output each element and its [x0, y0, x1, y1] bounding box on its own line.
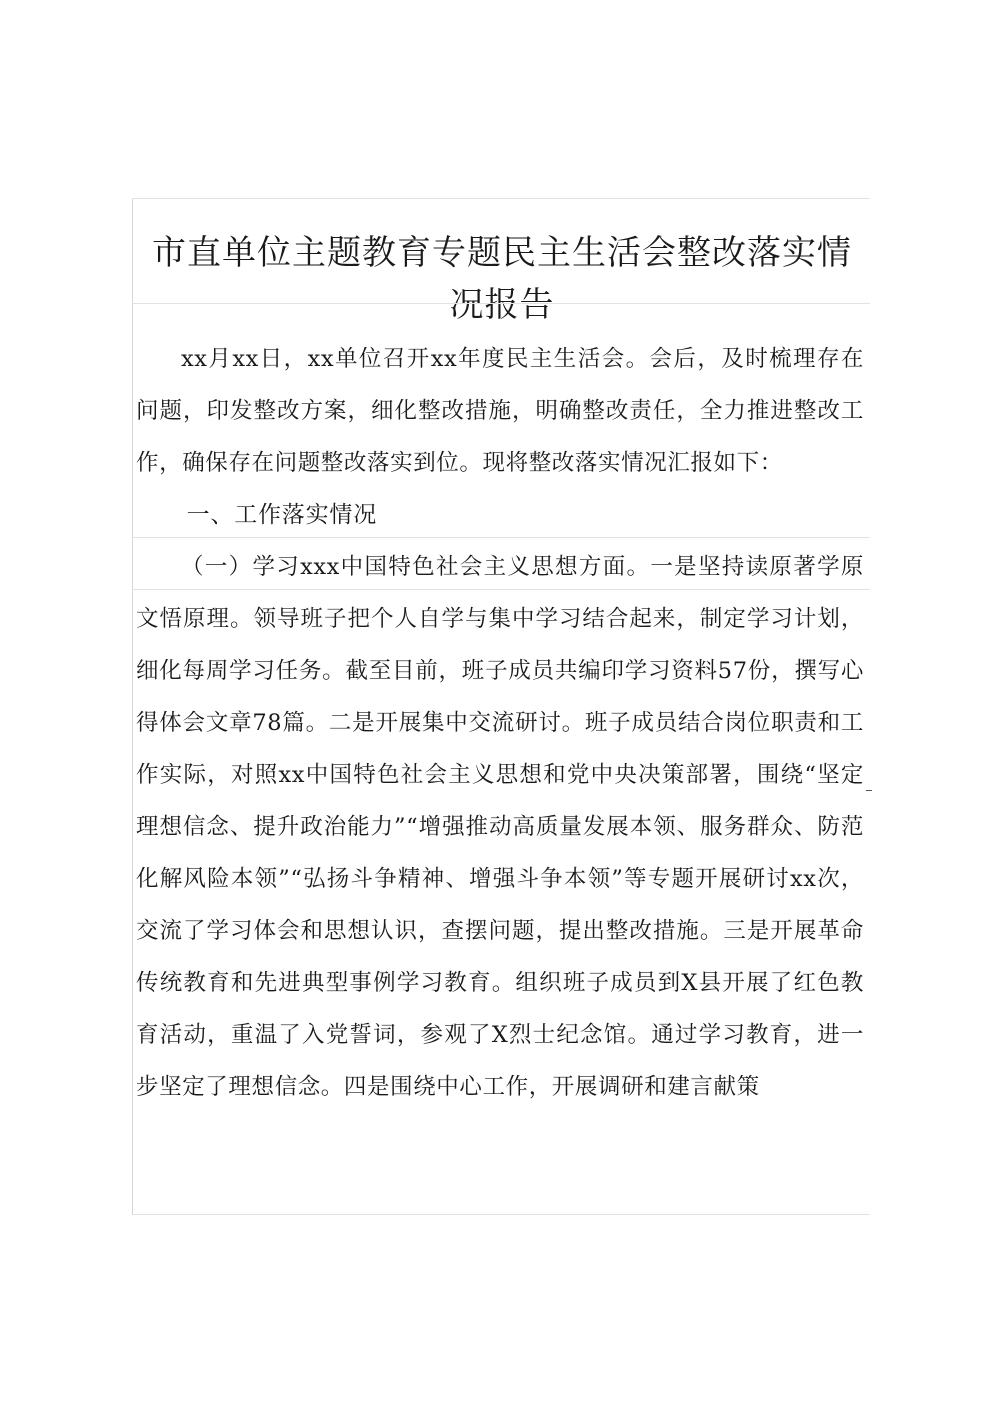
page-frame-left-border: [132, 198, 133, 1215]
title-top-rule: [132, 198, 870, 199]
section-paragraph: （一）学习xxx中国特色社会主义思想方面。一是坚持读原著学原文悟原理。领导班子把个人自学与集中学习结合起来，制定学习计划，细化每周学习任务。截至目前，班子成员共编印学习资料57份，撰写心得体会文章78篇。二是开展集中交流研讨。班子成员结合岗位职责和工作实际，对照xx中国特色社会主义思想和党中央决策部署，围绕“坚定理想信念、提升政治能力”“增强推动高质量发展本领、服务群众、防范化解风险本领”“弘扬斗争精神、增强斗争本领”等专题开展研讨xx次，交流了学习体会和思想认识，查摆问题，提出整改措施。三是开展革命传统教育和先进典型事例学习教育。组织班子成员到X县开展了红色教育活动，重温了入党誓词，参观了X烈士纪念馆。通过学习教育，进一步坚定了理想信念。四是围绕中心工作，开展调研和建言献策: [136, 554, 864, 1100]
margin-mark: [866, 790, 872, 791]
section-heading: 一、工作落实情况: [186, 502, 377, 528]
intro-paragraph: xx月xx日，xx单位召开xx年度民主生活会。会后，及时梳理存在问题，印发整改方案，细化整改措施，明确整改责任，全力推进整改工作，确保存在问题整改落实到位。现将整改落实情况汇报如下：: [136, 346, 864, 476]
page-bottom-rule: [132, 1214, 870, 1215]
title-bottom-rule: [132, 303, 870, 304]
document-title: 市直单位主题教育专题民主生活会整改落实情况报告: [152, 232, 852, 325]
document-body: [136, 333, 864, 1113]
